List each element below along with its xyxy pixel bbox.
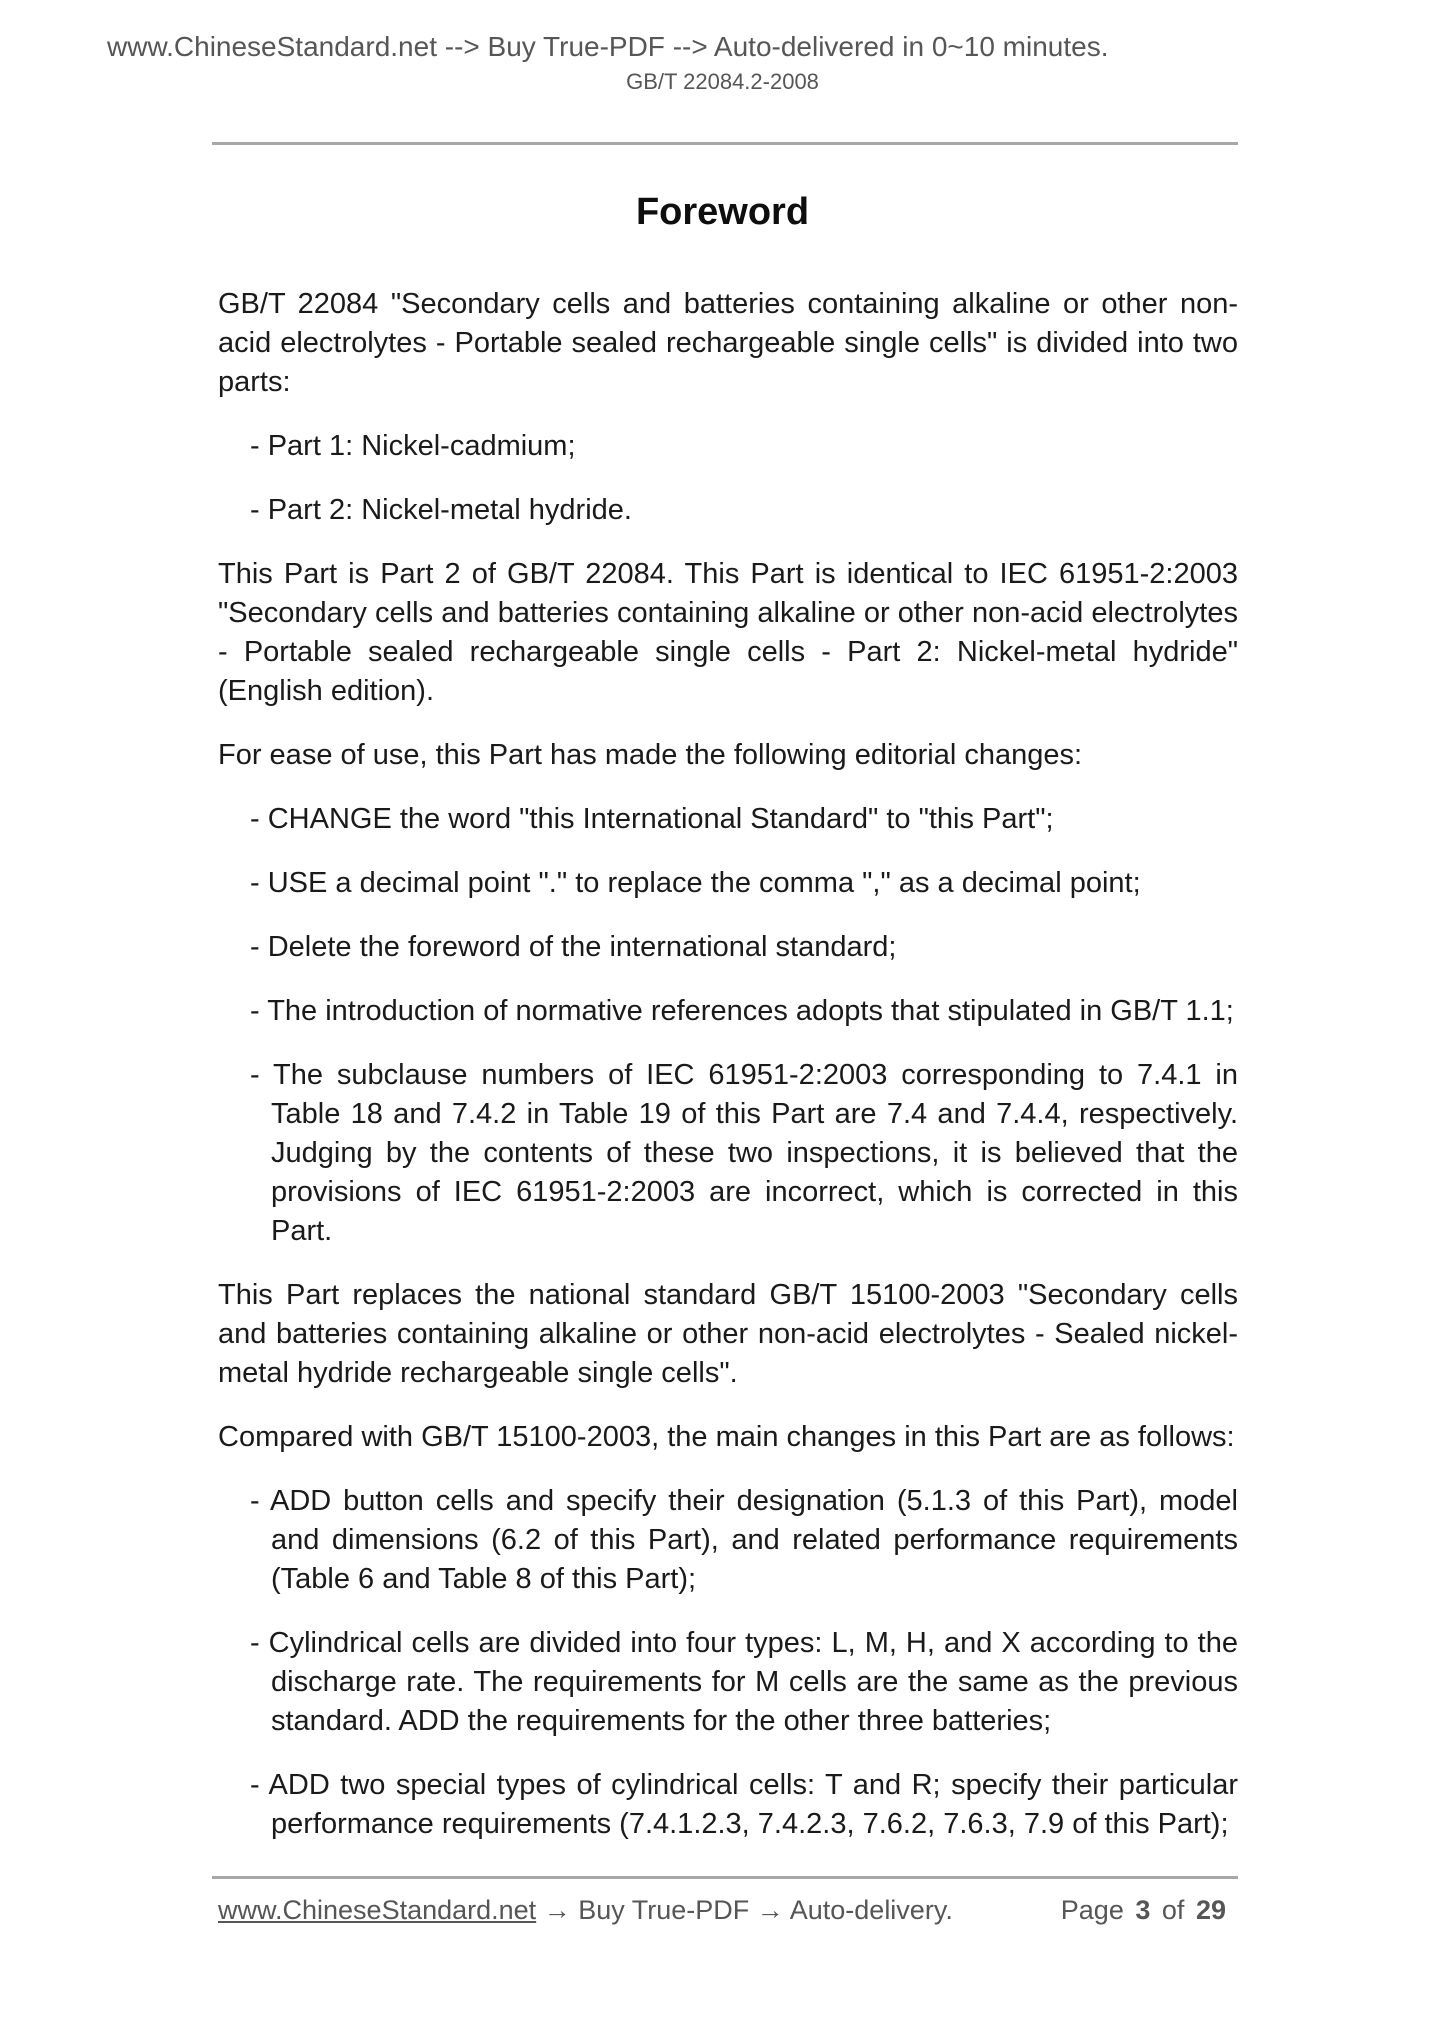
list-item: - Part 2: Nickel-metal hydride. <box>250 494 632 526</box>
paragraph: For ease of use, this Part has made the following editorial changes: <box>218 739 1083 771</box>
footer-tagline: → Buy True-PDF → Auto-delivery. <box>536 1895 953 1925</box>
footer-left <box>218 1894 953 1926</box>
header-promo-text: www.ChineseStandard.net --> Buy True-PDF --> Auto-delivered in 0~10 minutes. <box>107 31 1109 62</box>
list-item: - Delete the foreword of the international standard; <box>250 931 897 963</box>
footer-site-link[interactable]: www.ChineseStandard.net <box>218 1895 537 1925</box>
standard-number: GB/T 22084.2-2008 <box>626 69 819 94</box>
paragraph: This Part replaces the national standard GB/T 15100-2003 "Secondary cells and batteries containing alkaline or other non-acid electrolytes - Sealed nickel-metal hydride rechargeable single cells". <box>218 1279 1238 1389</box>
page-footer <box>0 1876 1445 1926</box>
page-indicator <box>1061 1894 1238 1926</box>
list-item: - ADD two special types of cylindrical cells: T and R; specify their particular performance requirements (7.4.1.2.3, 7.4.2.3, 7.6.2, 7.6.3, 7.9 of this Part); <box>250 1769 1238 1840</box>
paragraph: GB/T 22084 "Secondary cells and batteries containing alkaline or other non-acid electrolytes - Portable sealed rechargeable single cells" is divided into two parts: <box>218 288 1238 398</box>
list-item: - The subclause numbers of IEC 61951-2:2003 corresponding to 7.4.1 in Table 18 and 7.4.2 in Table 19 of this Part are 7.4 and 7.4.4, respectively. Judging by the contents of these two inspections, it is believed that the provisions of IEC 61951-2:2003 are incorrect, which is corrected in this Part. <box>250 1059 1238 1247</box>
page-total: 29 <box>1195 1895 1226 1925</box>
paragraph: This Part is Part 2 of GB/T 22084. This Part is identical to IEC 61951-2:2003 "Secondary cells and batteries containing alkaline or other non-acid electrolytes - Portable sealed rechargeable single cells - Part 2: Nickel-metal hydride" (English edition). <box>218 558 1238 707</box>
list-item: - CHANGE the word "this International Standard" to "this Part"; <box>250 803 1054 835</box>
page-title: Foreword <box>635 191 810 233</box>
list-item: - ADD button cells and specify their designation (5.1.3 of this Part), model and dimensions (6.2 of this Part), and related performance requirements (Table 6 and Table 8 of this Part); <box>250 1485 1238 1595</box>
page-label: Page <box>1060 1895 1124 1925</box>
document-body <box>218 285 1238 1844</box>
list-item: - Part 1: Nickel-cadmium; <box>250 430 576 462</box>
list-item: - Cylindrical cells are divided into four types: L, M, H, and X according to the discharge rate. The requirements for M cells are the same as the previous standard. ADD the requirements for the other three batteries; <box>250 1627 1238 1737</box>
list-item: - USE a decimal point "." to replace the comma "," as a decimal point; <box>250 867 1141 899</box>
footer-divider <box>212 1876 1238 1879</box>
page-current: 3 <box>1135 1895 1151 1925</box>
page-of-label: of <box>1161 1895 1185 1925</box>
header-divider <box>212 142 1238 145</box>
paragraph: Compared with GB/T 15100-2003, the main changes in this Part are as follows: <box>218 1421 1235 1453</box>
list-item: - The introduction of normative references adopts that stipulated in GB/T 1.1; <box>250 995 1234 1027</box>
